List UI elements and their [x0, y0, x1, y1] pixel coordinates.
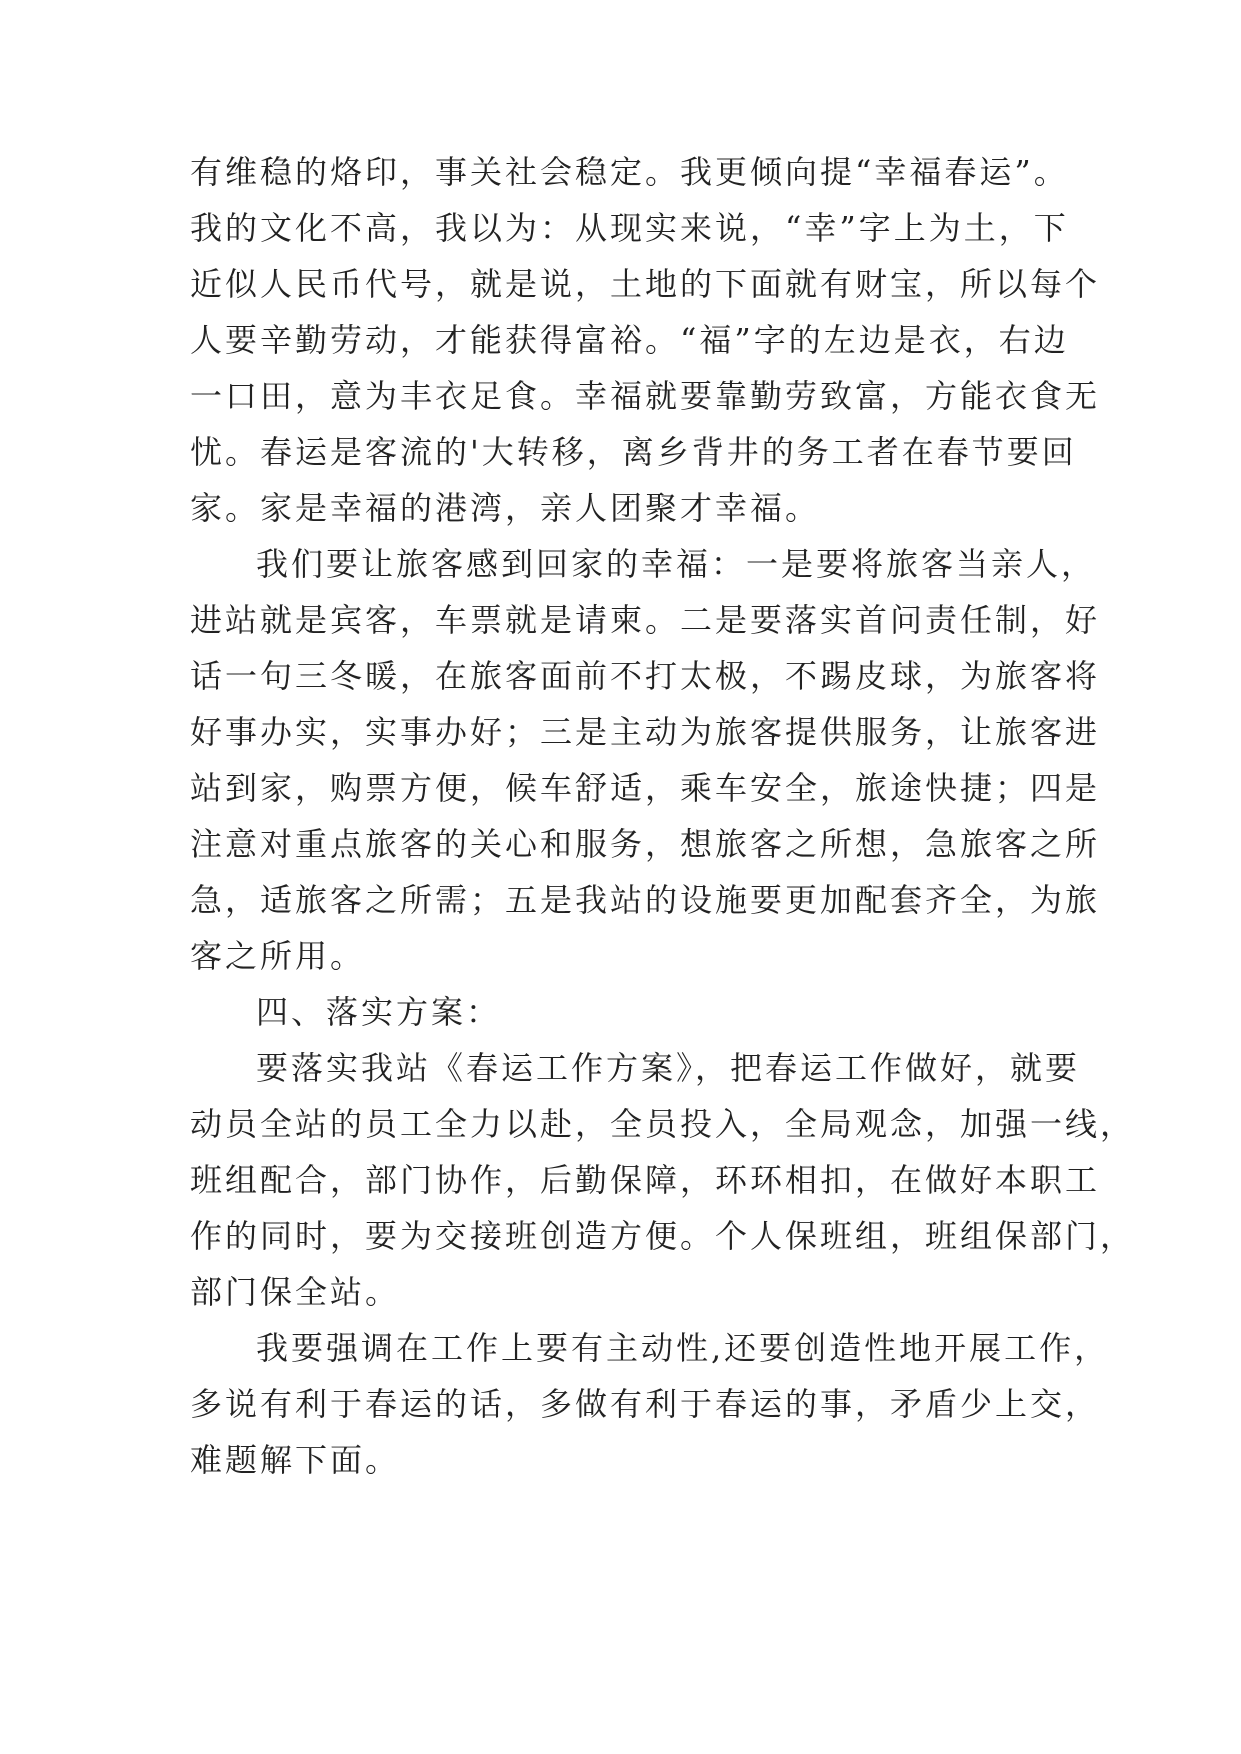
text-line: 注意对重点旅客的关心和服务，想旅客之所想，急旅客之所: [190, 825, 1101, 863]
text-line: 近似人民币代号，就是说，土地的下面就有财宝，所以每个: [190, 265, 1101, 303]
text-line: 进站就是宾客，车票就是请柬。二是要落实首问责任制，好: [190, 601, 1101, 639]
paragraph-first-line: 要落实我站《春运工作方案》，把春运工作做好，就要: [256, 1049, 1081, 1087]
text-line: 客之所用。: [190, 937, 366, 975]
text-line: 站到家，购票方便，候车舒适，乘车安全，旅途快捷；四是: [190, 769, 1101, 807]
text-line: 急，适旅客之所需；五是我站的设施要更加配套齐全，为旅: [190, 881, 1101, 919]
text-line: 有维稳的烙印，事关社会稳定。我更倾向提“幸福春运”。: [190, 153, 1069, 191]
text-line: 难题解下面。: [190, 1441, 401, 1479]
text-line: 班组配合，部门协作，后勤保障，环环相扣，在做好本职工: [190, 1161, 1101, 1199]
text-line: 部门保全站。: [190, 1273, 401, 1311]
text-line: 动员全站的员工全力以赴，全员投入，全局观念，加强一线，: [190, 1105, 1136, 1143]
text-line: 好事办实，实事办好；三是主动为旅客提供服务，让旅客进: [190, 713, 1101, 751]
section-heading: 四、落实方案：: [256, 993, 502, 1031]
text-line: 我的文化不高，我以为：从现实来说，“幸”字上为土，下: [190, 209, 1069, 247]
text-line: 忧。春运是客流的'大转移，离乡背井的务工者在春节要回: [190, 433, 1077, 471]
text-line: 一口田，意为丰衣足食。幸福就要靠勤劳致富，方能衣食无: [190, 377, 1101, 415]
text-line: 话一句三冬暖，在旅客面前不打太极，不踢皮球，为旅客将: [190, 657, 1101, 695]
text-line: 多说有利于春运的话，多做有利于春运的事，矛盾少上交，: [190, 1385, 1101, 1423]
text-line: 人要辛勤劳动，才能获得富裕。“福”字的左边是衣，右边: [190, 321, 1069, 359]
text-line: 家。家是幸福的港湾，亲人团聚才幸福。: [190, 489, 821, 527]
text-line: 作的同时，要为交接班创造方便。个人保班组，班组保部门，: [190, 1217, 1136, 1255]
paragraph-first-line: 我要强调在工作上要有主动性,还要创造性地开展工作，: [256, 1329, 1110, 1367]
paragraph-first-line: 我们要让旅客感到回家的幸福：一是要将旅客当亲人，: [256, 545, 1097, 583]
